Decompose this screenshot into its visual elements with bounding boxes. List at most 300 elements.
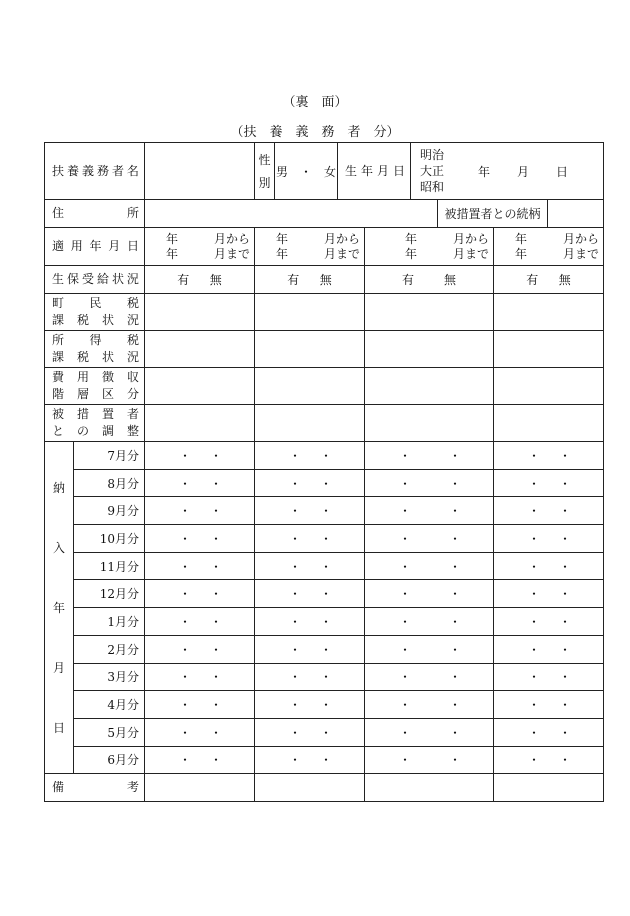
payment-label-char: 月 [52,661,65,676]
era-taisho: 大正 [420,164,445,178]
payment-cell-4[interactable] [494,580,604,608]
label-char: 月 [376,163,389,178]
month-text: 7月分 [107,448,139,463]
payment-cell-2[interactable] [255,746,365,774]
welfare-yes: 有 [287,273,300,287]
dot: ・ [319,504,332,519]
income-tax-cell-3[interactable] [365,331,494,368]
payment-cell-4[interactable] [494,718,604,746]
period-label-cell [45,228,145,266]
dot: ・ [179,504,192,519]
label-char: 区 [101,387,114,401]
month-label [74,552,145,580]
payment-label-char: 年 [52,601,65,616]
month-text: 4月分 [107,698,139,713]
dot: ・ [289,504,302,519]
welfare-label-cell [45,266,145,294]
muni-tax-label-top [45,295,144,312]
dot: ・ [528,559,541,574]
muni-tax-cell-4[interactable] [494,294,604,331]
payment-cell-1[interactable] [145,442,255,470]
period-cell-1[interactable] [145,228,255,266]
dot: ・ [528,448,541,463]
welfare-no: 無 [209,273,222,287]
cost-level-cell-4[interactable] [494,368,604,405]
birth-day-unit: 日 [555,164,568,179]
label-char: 課 [52,350,65,364]
dot: ・ [289,614,302,629]
dot: ・ [559,504,572,519]
period-from-year: 年 [276,231,289,246]
remarks-label-a: 備 [52,780,65,795]
dot: ・ [179,614,192,629]
payment-cell-3[interactable] [365,635,494,663]
dot: ・ [209,670,222,685]
month-label [74,580,145,608]
label-char: 況 [126,313,139,327]
payment-cell-1[interactable] [145,746,255,774]
label-char: 況 [126,350,139,364]
dot: ・ [179,559,192,574]
dot: ・ [559,587,572,602]
dot: ・ [289,531,302,546]
payment-cell-2[interactable] [255,469,365,497]
dot: ・ [559,725,572,740]
label-char: 町 [52,296,65,310]
dot: ・ [399,504,412,519]
dot: ・ [209,448,222,463]
payment-label-char: 納 [52,481,65,496]
income-tax-label-top [45,332,144,349]
payment-cell-4[interactable] [494,635,604,663]
label-char: 税 [126,296,139,310]
remarks-cell-2[interactable] [255,774,365,802]
dot: ・ [209,614,222,629]
birth-date-field[interactable] [411,143,604,200]
label-char: 義 [81,163,94,178]
period-to-month: 月まで [213,246,250,261]
label-char: 整 [126,424,139,438]
income-tax-label-bottom [45,349,144,366]
period-from-year: 年 [405,231,418,246]
income-tax-cell-1[interactable] [145,331,255,368]
sex-label-bottom: 別 [258,176,271,190]
welfare-no: 無 [443,273,456,287]
month-label [74,442,145,470]
month-label [74,608,145,636]
page-title: （裏 面） [282,95,348,110]
relation-input[interactable] [548,200,604,228]
payment-label-char: 入 [52,541,65,556]
dot: ・ [528,504,541,519]
muni-tax-cell-3[interactable] [365,294,494,331]
dot: ・ [209,476,222,491]
period-cell-2[interactable] [255,228,365,266]
dot: ・ [179,698,192,713]
welfare-cell-2[interactable] [255,266,365,294]
dot: ・ [289,753,302,768]
period-from-month: 月から [452,231,489,246]
income-tax-cell-2[interactable] [255,331,365,368]
dot: ・ [448,504,461,519]
sex-label-cell [255,143,275,200]
sex-options-text: 男 ・ 女 [275,164,336,179]
dot: ・ [209,559,222,574]
payment-cell-4[interactable] [494,469,604,497]
payment-cell-2[interactable] [255,635,365,663]
dot: ・ [289,559,302,574]
dot: ・ [289,642,302,657]
payment-cell-4[interactable] [494,497,604,525]
dot: ・ [399,753,412,768]
dot: ・ [559,698,572,713]
dot: ・ [448,725,461,740]
muni-tax-label-cell [45,294,145,331]
payment-cell-3[interactable] [365,746,494,774]
payment-cell-1[interactable] [145,497,255,525]
welfare-cell-4[interactable] [494,266,604,294]
remarks-label-cell [45,774,145,802]
dot: ・ [448,670,461,685]
label-char: 者 [111,163,124,178]
dot: ・ [448,698,461,713]
dot: ・ [448,614,461,629]
payment-cell-4[interactable] [494,442,604,470]
dot: ・ [399,448,412,463]
period-from-month: 月から [323,231,360,246]
welfare-no: 無 [319,273,332,287]
dot: ・ [399,559,412,574]
dot: ・ [399,587,412,602]
period-cell-3[interactable] [365,228,494,266]
payment-cell-1[interactable] [145,469,255,497]
month-text: 2月分 [107,642,139,657]
dot: ・ [399,642,412,657]
payment-label-char: 日 [52,721,65,736]
payment-cell-2[interactable] [255,497,365,525]
payment-cell-4[interactable] [494,746,604,774]
label-char: 扶 [52,163,65,178]
label-char: 状 [111,272,124,286]
period-from-year: 年 [515,231,528,246]
dot: ・ [179,670,192,685]
period-from-year: 年 [166,231,179,246]
dot: ・ [209,753,222,768]
dot: ・ [179,753,192,768]
payment-cell-1[interactable] [145,608,255,636]
dot: ・ [528,725,541,740]
payment-cell-2[interactable] [255,552,365,580]
payment-cell-2[interactable] [255,718,365,746]
label-char: と [52,424,65,438]
remarks-label-b: 考 [126,780,139,795]
birth-year-unit: 年 [478,164,491,179]
payment-cell-2[interactable] [255,691,365,719]
adjustment-cell-1[interactable] [145,405,255,442]
label-char: 用 [70,239,83,253]
dot: ・ [319,698,332,713]
dot: ・ [209,587,222,602]
payment-cell-4[interactable] [494,691,604,719]
dot: ・ [289,448,302,463]
label-char: 所 [52,333,65,347]
period-from-month: 月から [563,231,600,246]
sex-options[interactable] [275,143,338,200]
dot: ・ [528,642,541,657]
birth-label-cell [338,143,411,200]
payment-cell-4[interactable] [494,608,604,636]
dot: ・ [559,670,572,685]
month-text: 11月分 [99,559,139,574]
dot: ・ [209,531,222,546]
remarks-cell-4[interactable] [494,774,604,802]
welfare-label [45,271,144,288]
label-char: 受 [81,272,94,286]
period-from-month: 月から [213,231,250,246]
welfare-yes: 有 [177,273,190,287]
dot: ・ [559,559,572,574]
dot: ・ [319,753,332,768]
payment-cell-3[interactable] [365,552,494,580]
payment-cell-1[interactable] [145,691,255,719]
period-to-month: 月まで [563,246,600,261]
dot: ・ [289,476,302,491]
welfare-cell-3[interactable] [365,266,494,294]
label-char: 徴 [101,370,114,384]
dot: ・ [559,448,572,463]
month-label [74,718,145,746]
label-char: 民 [89,296,102,310]
dot: ・ [289,587,302,602]
dot: ・ [399,698,412,713]
dot: ・ [559,476,572,491]
payment-cell-3[interactable] [365,691,494,719]
label-char: 年 [89,239,102,253]
welfare-yes: 有 [526,273,539,287]
label-char: 税 [126,333,139,347]
label-char: 分 [126,387,139,401]
dot: ・ [559,642,572,657]
sex-label-top: 性 [258,153,271,167]
dot: ・ [559,753,572,768]
dot: ・ [179,531,192,546]
dot: ・ [289,670,302,685]
dot: ・ [528,587,541,602]
month-text: 1月分 [107,614,139,629]
dot: ・ [448,476,461,491]
month-label [74,635,145,663]
dot: ・ [448,753,461,768]
payment-cell-4[interactable] [494,525,604,553]
adjustment-label-cell [45,405,145,442]
cost-level-label-top [45,369,144,386]
cost-level-label-bottom [45,386,144,403]
adjustment-label-top [45,406,144,423]
relation-label-cell [438,200,548,228]
label-char: 年 [360,163,373,178]
cost-level-label-cell [45,368,145,405]
adjustment-cell-2[interactable] [255,405,365,442]
muni-tax-cell-2[interactable] [255,294,365,331]
label-char: 被 [52,407,65,421]
dot: ・ [209,504,222,519]
label-char: 日 [392,163,405,178]
payment-cell-3[interactable] [365,718,494,746]
label-char: 適 [52,239,65,253]
payment-cell-3[interactable] [365,442,494,470]
dot: ・ [528,531,541,546]
remarks-cell-1[interactable] [145,774,255,802]
address-label-a: 住 [52,206,65,220]
payment-cell-1[interactable] [145,718,255,746]
name-input[interactable] [145,143,255,200]
month-label [74,469,145,497]
name-label-cell [45,143,145,200]
month-label [74,497,145,525]
period-to-year: 年 [515,246,528,261]
month-label [74,525,145,553]
welfare-no: 無 [558,273,571,287]
month-label [74,746,145,774]
month-text: 9月分 [107,504,139,519]
dot: ・ [319,670,332,685]
relation-label: 被措置者との続柄 [444,207,541,221]
payment-cell-4[interactable] [494,552,604,580]
dot: ・ [179,476,192,491]
label-char: 階 [52,387,65,401]
dot: ・ [559,531,572,546]
payment-cell-1[interactable] [145,525,255,553]
muni-tax-cell-1[interactable] [145,294,255,331]
payment-cell-1[interactable] [145,552,255,580]
month-label [74,663,145,691]
era-showa: 昭和 [420,180,445,194]
label-char: 得 [89,333,102,347]
label-char: 保 [66,272,79,286]
muni-tax-label-bottom [45,312,144,329]
payment-cell-1[interactable] [145,635,255,663]
payment-cell-1[interactable] [145,663,255,691]
dot: ・ [399,614,412,629]
label-char: 生 [345,163,358,178]
payment-cell-3[interactable] [365,525,494,553]
payment-cell-2[interactable] [255,442,365,470]
address-input[interactable] [145,200,438,228]
payment-cell-2[interactable] [255,663,365,691]
payment-cell-3[interactable] [365,469,494,497]
label-char: 生 [52,272,65,286]
dot: ・ [179,725,192,740]
welfare-yes: 有 [401,273,414,287]
payment-cell-3[interactable] [365,497,494,525]
dot: ・ [209,642,222,657]
dot: ・ [319,559,332,574]
welfare-cell-1[interactable] [145,266,255,294]
dot: ・ [528,670,541,685]
adjustment-cell-4[interactable] [494,405,604,442]
dot: ・ [179,587,192,602]
label-char: 給 [96,272,109,286]
dot: ・ [528,753,541,768]
payment-cell-3[interactable] [365,580,494,608]
label-char: 月 [108,239,121,253]
label-char: 措 [76,407,89,421]
period-to-month: 月まで [452,246,489,261]
payment-cell-2[interactable] [255,580,365,608]
dot: ・ [559,614,572,629]
dot: ・ [528,476,541,491]
period-to-year: 年 [166,246,179,261]
dot: ・ [319,476,332,491]
month-text: 10月分 [99,531,139,546]
label-char: 務 [96,163,109,178]
dot: ・ [448,559,461,574]
income-tax-label-cell [45,331,145,368]
cost-level-cell-1[interactable] [145,368,255,405]
name-label [45,163,144,180]
payment-date-label [45,442,74,774]
dot: ・ [399,476,412,491]
period-to-month: 月まで [323,246,360,261]
adjustment-cell-3[interactable] [365,405,494,442]
month-text: 5月分 [107,725,139,740]
label-char: 養 [66,163,79,178]
dot: ・ [319,531,332,546]
dot: ・ [319,642,332,657]
period-to-year: 年 [405,246,418,261]
dot: ・ [448,531,461,546]
adjustment-label-bottom [45,423,144,440]
dot: ・ [399,670,412,685]
dot: ・ [399,725,412,740]
cost-level-cell-2[interactable] [255,368,365,405]
payment-cell-3[interactable] [365,663,494,691]
birth-label [338,163,410,180]
label-char: 者 [126,407,139,421]
label-char: 置 [101,407,114,421]
label-char: 用 [76,370,89,384]
period-cell-4[interactable] [494,228,604,266]
dependent-obligor-form [44,142,604,802]
remarks-cell-3[interactable] [365,774,494,802]
dot: ・ [448,587,461,602]
birth-month-unit: 月 [517,164,530,179]
label-char: 状 [101,313,114,327]
month-text: 12月分 [99,587,139,602]
dot: ・ [319,587,332,602]
label-char: の [76,424,89,438]
dot: ・ [289,698,302,713]
label-char: 況 [126,272,139,286]
payment-cell-2[interactable] [255,525,365,553]
payment-cell-4[interactable] [494,663,604,691]
dot: ・ [399,531,412,546]
month-text: 6月分 [107,753,139,768]
dot: ・ [179,448,192,463]
income-tax-cell-4[interactable] [494,331,604,368]
label-char: 層 [76,387,89,401]
label-char: 調 [101,424,114,438]
payment-cell-2[interactable] [255,608,365,636]
label-char: 収 [126,370,139,384]
payment-cell-3[interactable] [365,608,494,636]
label-char: 税 [76,350,89,364]
payment-cell-1[interactable] [145,580,255,608]
dot: ・ [448,642,461,657]
label-char: 課 [52,313,65,327]
address-label-b: 所 [126,206,139,220]
cost-level-cell-3[interactable] [365,368,494,405]
